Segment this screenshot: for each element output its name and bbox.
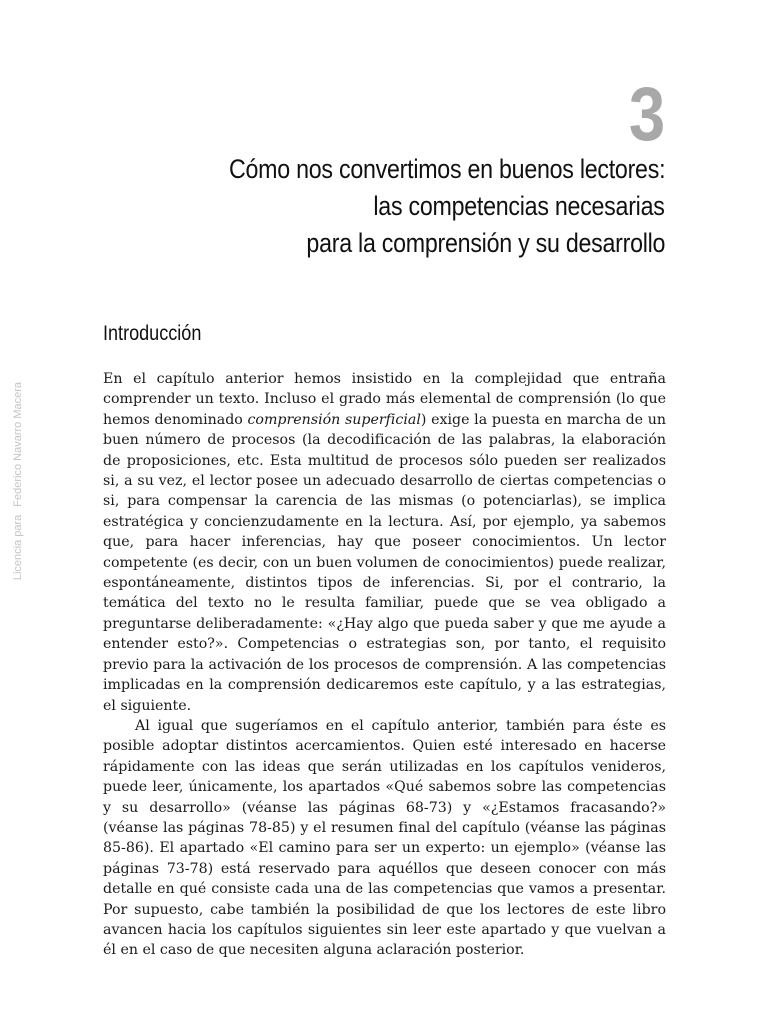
italic-term: comprensión superficial: [247, 411, 421, 428]
license-watermark: [12, 382, 24, 622]
paragraph: Al igual que sugeríamos en el capítulo anterior, también para éste es posible adoptar distintos acercamientos. Quien esté interesado en hacerse rápidamente con las ideas que serán utilizadas en los capítulos venideros, puede leer, únicamente, los apartados «Qué sabemos sobre las competencias y su desarrollo» (véanse las páginas 68-73) y «¿Estamos fracasando?» (véanse las páginas 78-85) y el resumen final del capítulo (véanse las páginas 85-86). El apartado «El camino para ser un experto: un ejemplo» (véanse las páginas 73-78) está reservado para aquéllos que deseen conocer con más detalle en qué consiste cada una de las competencias que vamos a presentar. Por supuesto, cabe también la posibilidad de que los lectores de este libro avancen hacia los capítulos siguientes sin leer este apartado y que vuelvan a él en el caso de que necesiten alguna aclaración posterior.: [103, 717, 666, 959]
watermark-licensee-name: Federico Navarro Macera: [12, 382, 24, 507]
body-text: [103, 369, 666, 961]
chapter-title-line: Cómo nos convertimos en buenos lectores:: [228, 154, 665, 184]
chapter-title-line: las competencias necesarias: [373, 191, 665, 221]
section-heading: Introducción: [103, 322, 202, 345]
chapter-number: 3: [628, 72, 665, 157]
watermark-license-label: Licencia para: [12, 514, 24, 581]
paragraph: En el capítulo anterior hemos insistido en la complejidad que entraña comprender un texto. Incluso el grado más elemental de comprensión (lo que hemos denominado comprensión superficial) exige la puesta en marcha de un buen número de procesos (la decodificación de las palabras, la elaboración de proposiciones, etc. Esta multitud de procesos sólo pueden ser realizados si, a su vez, el lector posee un adecuado desarrollo de ciertas competencias o si, para compensar la carencia de las mismas (o potenciarlas), se implica estratégica y concienzudamente en la lectura. Así, por ejemplo, ya sabemos que, para hacer inferencias, hay que poseer conocimientos. Un lector competente (es decir, con un buen volumen de conocimientos) puede realizar, espontáneamente, distintos tipos de inferencias. Si, por el contrario, la temática del texto no le resulta familiar, puede que se vea obligado a preguntarse deliberadamente: «¿Hay algo que pueda saber y que me ayude a entender esto?». Competencias o estrategias son, por tanto, el requisito previo para la activación de los procesos de comprensión. A las competencias implicadas en la comprensión dedicaremos este capítulo, y a las estrategias, el siguiente.: [103, 371, 666, 714]
chapter-title: [65, 151, 665, 262]
chapter-title-line: para la comprensión y su desarrollo: [306, 228, 665, 258]
